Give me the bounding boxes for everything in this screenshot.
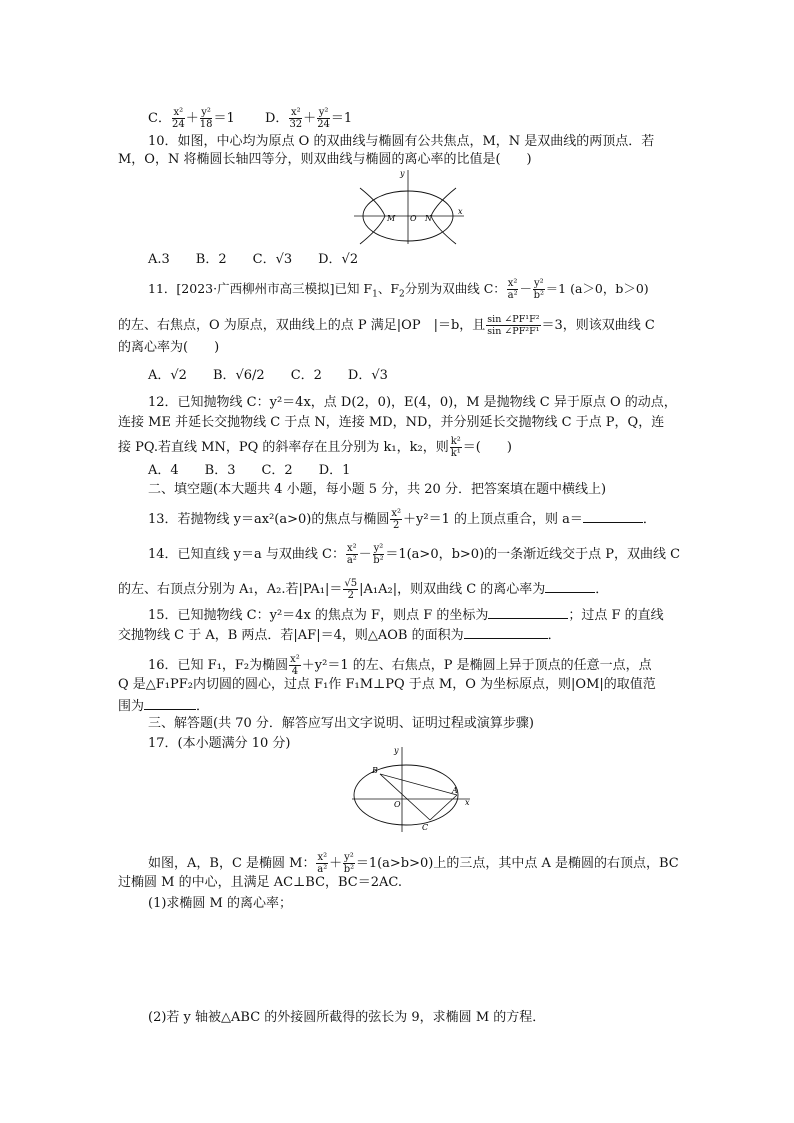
q14-line-2: 的左、右顶点分别为 A₁，A₂.若|PA₁|＝ $\frac{√5}{2}$ |A₁A₂|，则双曲线 C 的离心率为 ．	[118, 578, 609, 601]
q10-figure	[352, 166, 474, 246]
q10-line-1: 10．如图，中心均为原点 O 的双曲线与椭圆有公共焦点，M，N 是双曲线的两顶点．若	[148, 134, 655, 149]
q14-line-1: 14．已知直线 y＝a 与双曲线 C： $\frac{\text{x²}}{\text{a²}}$ － $\frac{\text{y²}}{\text{b²}}$ ＝1(a>0，b>0)的一条渐近线交于点 P，双曲线 C	[148, 543, 681, 566]
q17-label-b: B	[372, 766, 378, 775]
q16-line-2: Q 是△F₁PF₂内切圆的圆心，过点 F₁作 F₁M⊥PQ 于点 M，O 为坐标原点，则|OM|的取值范	[118, 677, 656, 692]
q15-line-2: 交抛物线 C 于 A，B 两点．若|AF|＝4，则△AOB 的面积为 ．	[118, 628, 561, 643]
q15-answer-blank-2[interactable]	[464, 626, 548, 639]
q10-label-o: O	[410, 214, 417, 223]
q12-line-1: 12．已知抛物线 C：y²＝4x，点 D(2，0)，E(4，0)，M 是抛物线 C 异于原点 O 的动点，	[148, 395, 677, 410]
q10-label-n: N	[425, 214, 432, 223]
q9-options	[148, 107, 352, 130]
q16-line-3: 围为 ．	[118, 699, 210, 714]
q17-heading: 17．(本小题满分 10 分)	[148, 736, 291, 751]
q10-label-m: M	[387, 214, 396, 223]
q10-label-y: y	[400, 169, 405, 178]
q12-options: A．4 B．3 C．2 D．1	[148, 463, 351, 478]
q9-option-c: C． $\frac{\text{x²}}{24}$ ＋ $\frac{\text{y²}}{18}$ ＝1	[148, 107, 235, 130]
q17-part-1: (1)求椭圆 M 的离心率；	[148, 896, 292, 911]
q11-options: A．√2 B．√6/2 C．2 D．√3	[148, 368, 388, 383]
q17-ellipse	[354, 765, 458, 825]
q17-label-c: C	[422, 823, 429, 832]
q9-option-d: D． $\frac{\text{x²}}{32}$ ＋ $\frac{\text{y²}}{24}$ ＝1	[265, 107, 353, 130]
q17-figure	[350, 744, 476, 834]
q11-line-2: 的左、右焦点，O 为原点，双曲线上的点 P 满足|OP |＝b，且 $\frac{\text{sin ∠PF¹F²}}{\text{sin ∠PF²F¹}}$ ＝3，则该双曲线 C	[118, 314, 655, 337]
q17-part-2: (2)若 y 轴被△ABC 的外接圆所截得的弦长为 9，求椭圆 M 的方程．	[148, 1010, 546, 1025]
q15-answer-blank-1[interactable]	[488, 606, 568, 619]
q11-line-1: 11．[2023·广西柳州市高三模拟]已知 $F_1$、$F_2$分别为双曲线 C： $\frac{\text{x²}}{\text{a²}}$ － $\frac{\text{y²}}{\text{b²}}$ ＝1 (a＞0，b＞0)	[148, 278, 649, 301]
q10-line-2: M，O，N 将椭圆长轴四等分，则双曲线与椭圆的离心率的比值是( )	[118, 152, 532, 167]
q12-line-3: 接 PQ.若直线 MN，PQ 的斜率存在且分别为 k₁，k₂，则 $\frac{\text{k²}}{\text{k¹}}$ ＝( )	[118, 436, 512, 459]
section-2-heading: 二、填空题(本大题共 4 小题，每小题 5 分，共 20 分．把答案填在题中横线上)	[148, 482, 607, 497]
q16-line-1: 16．已知 F₁，F₂为椭圆 $\frac{\text{x²}}{4}$ ＋y²＝1 的左、右焦点，P 是椭圆上异于顶点的任意一点，点	[148, 654, 652, 677]
q12-line-2: 连接 ME 并延长交抛物线 C 于点 N，连接 MD，ND，并分别延长交抛物线 C 于点 P，Q，连	[118, 415, 665, 430]
q17-line-1: 如图，A，B，C 是椭圆 M： $\frac{\text{x²}}{\text{a²}}$ ＋ $\frac{\text{y²}}{\text{b²}}$ ＝1(a>b>0)上的三点，其中点 A 是椭圆的右顶点，BC	[148, 852, 679, 875]
q17-label-y: y	[394, 746, 399, 755]
q17-line-2: 过椭圆 M 的中心，且满足 AC⊥BC，BC＝2AC.	[118, 875, 403, 890]
q10-options: A.3 B．2 C．√3 D．√2	[148, 252, 359, 267]
q15-line-1: 15．已知抛物线 C：y²＝4x 的焦点为 F，则点 F 的坐标为 ；过点 F 的直线	[148, 608, 664, 623]
q13-line: 13．若抛物线 y＝ax²(a>0)的焦点与椭圆 $\frac{\text{x²}}{2}$ ＋y²＝1 的上顶点重合，则 a＝ ．	[148, 508, 656, 531]
q16-answer-blank[interactable]	[144, 697, 196, 710]
q13-answer-blank[interactable]	[583, 510, 643, 523]
q17-label-x: x	[465, 798, 470, 807]
q10-label-x: x	[458, 207, 463, 216]
section-3-heading: 三、解答题(共 70 分．解答应写出文字说明、证明过程或演算步骤)	[148, 716, 534, 731]
q14-answer-blank[interactable]	[545, 580, 595, 593]
q17-label-o: O	[394, 800, 401, 809]
q17-label-a: A	[452, 786, 458, 795]
q11-line-3: 的离心率为( )	[118, 340, 220, 355]
